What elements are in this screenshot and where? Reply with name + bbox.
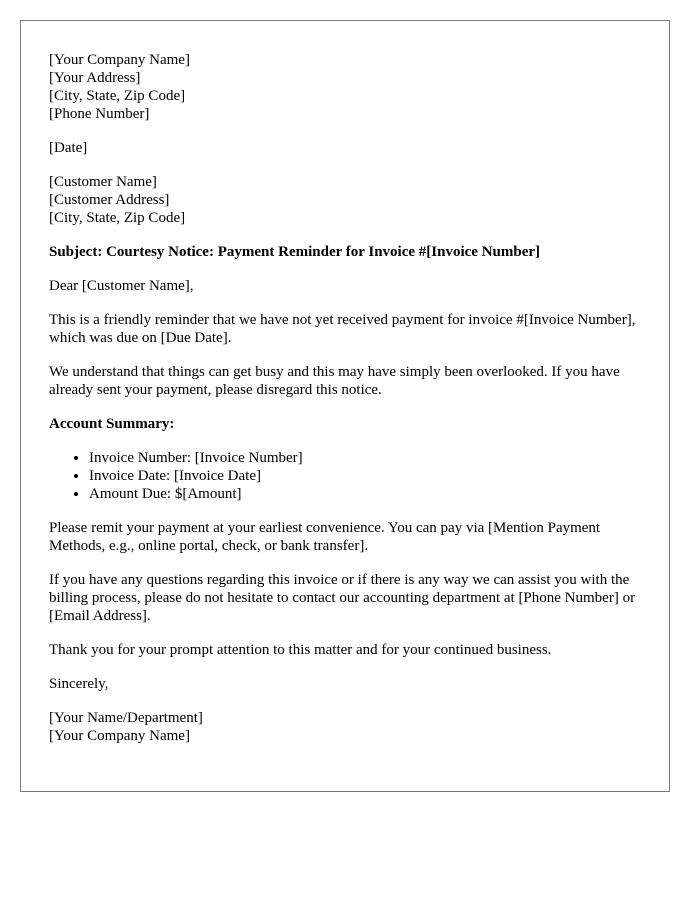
signature-company-name: [Your Company Name]: [49, 728, 190, 744]
sender-address-block: [49, 51, 649, 123]
remit-paragraph: Please remit your payment at your earliest convenience. You can pay via [Mention Payment Methods, e.g., online portal, check, or bank transfer].: [49, 520, 601, 554]
account-summary-list: [49, 449, 649, 503]
date-text: [Date]: [49, 140, 88, 156]
recipient-city-state-zip: [City, State, Zip Code]: [49, 210, 186, 226]
questions-paragraph: If you have any questions regarding this invoice or if there is any way we can assist you with the billing process, please do not hesitate to contact our accounting department at [Phone Number] or [Email Address].: [49, 572, 636, 624]
thanks-paragraph: Thank you for your prompt attention to this matter and for your continued business.: [49, 642, 552, 658]
signature-name-department: [Your Name/Department]: [49, 710, 203, 726]
letter-page: [20, 20, 670, 792]
letter-date: [49, 139, 649, 157]
intro-paragraph: This is a friendly reminder that we have not yet received payment for invoice #[Invoice Number], which was due on [Due Date].: [49, 312, 636, 346]
subject-line: Subject: Courtesy Notice: Payment Reminder for Invoice #[Invoice Number]: [49, 244, 541, 260]
recipient-address: [Customer Address]: [49, 192, 170, 208]
summary-item-invoice-date: • Invoice Date: [Invoice Date]: [89, 467, 649, 485]
sender-phone: [Phone Number]: [49, 106, 150, 122]
account-summary-heading: Account Summary:: [49, 416, 175, 432]
summary-item-amount-due: • Amount Due: $[Amount]: [89, 485, 649, 503]
sender-city-state-zip: [City, State, Zip Code]: [49, 88, 186, 104]
closing: Sincerely,: [49, 676, 109, 692]
sender-company-name: [Your Company Name]: [49, 52, 190, 68]
sender-address: [Your Address]: [49, 70, 141, 86]
recipient-name: [Customer Name]: [49, 174, 157, 190]
summary-item-invoice-number: • Invoice Number: [Invoice Number]: [89, 449, 649, 467]
understanding-paragraph: We understand that things can get busy and this may have simply been overlooked. If you have already sent your payment, please disregard this notice.: [49, 364, 620, 398]
recipient-address-block: [49, 173, 649, 227]
signature-block: [49, 709, 649, 745]
salutation: Dear [Customer Name],: [49, 278, 194, 294]
